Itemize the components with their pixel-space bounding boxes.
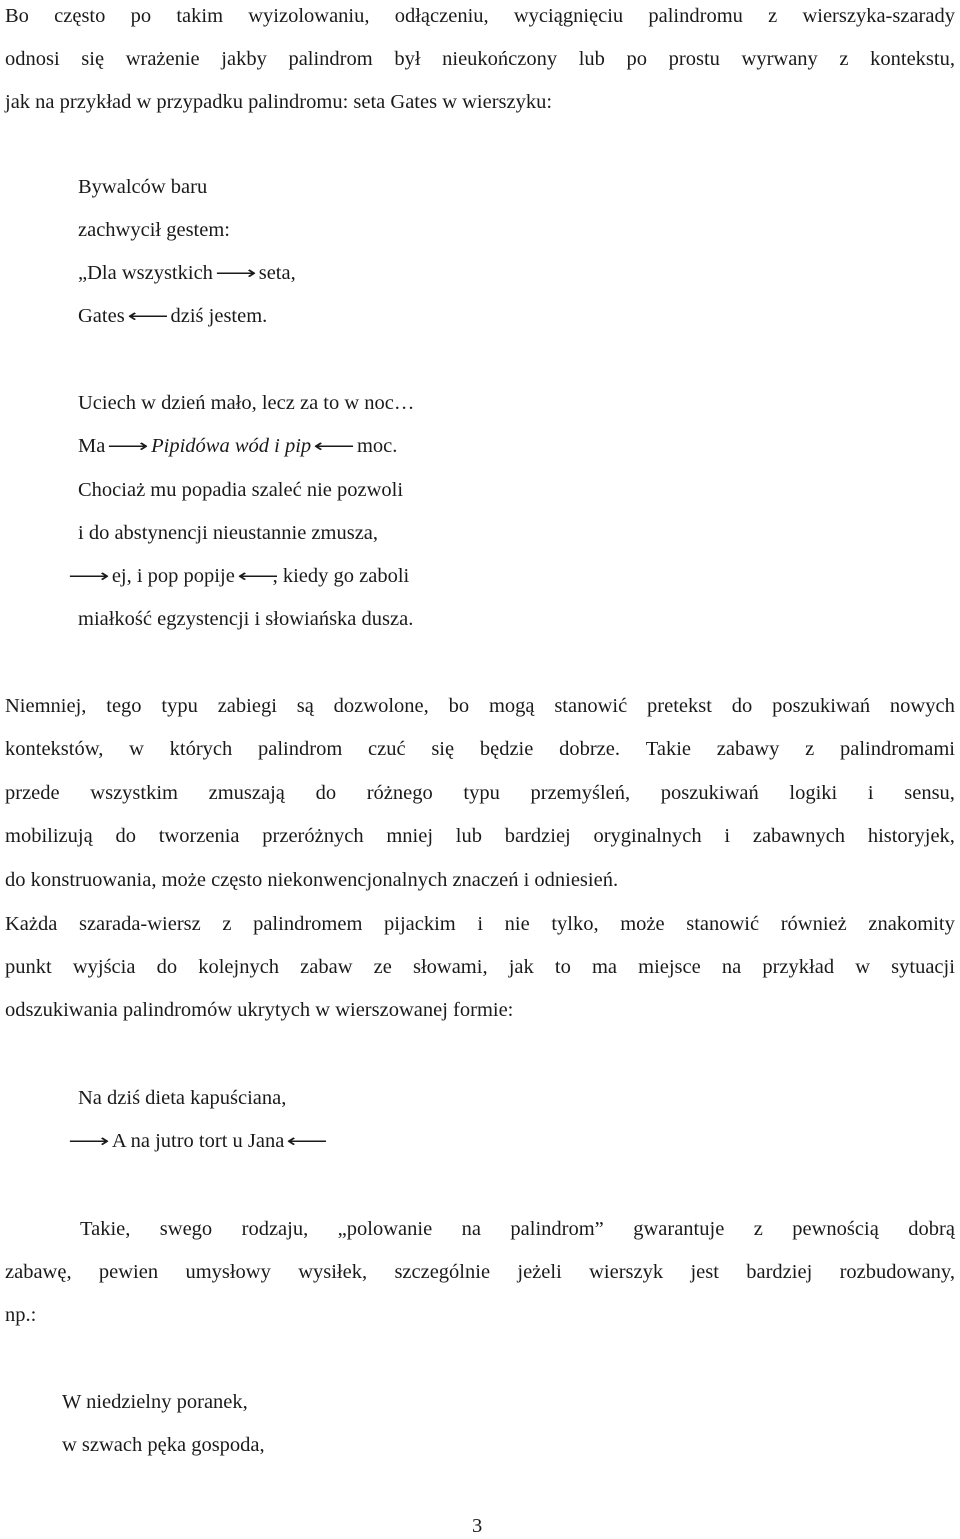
word: gwarantuje <box>633 1218 725 1240</box>
word: po <box>130 5 152 27</box>
word: bardziej <box>504 825 571 847</box>
word: przykład <box>762 956 835 978</box>
word: zabawy <box>716 738 780 760</box>
body-line: odszukiwania palindromów ukrytych w wierszowanej formie: <box>5 999 514 1021</box>
word: palindrom” <box>510 1218 604 1240</box>
word: z <box>805 738 815 760</box>
body-line: np.: <box>5 1304 37 1326</box>
word: zabiegi <box>217 695 277 717</box>
word: to <box>554 956 571 978</box>
word: punkt <box>5 956 52 978</box>
poem-line: Na dziś dieta kapuściana, <box>78 1087 287 1109</box>
word: jeżeli <box>517 1261 562 1283</box>
word: historyjek, <box>867 825 955 847</box>
word: wierszyka-szarady <box>802 5 955 27</box>
poem-line: zachwycił gestem: <box>78 219 230 241</box>
word: odłączeniu, <box>394 5 489 27</box>
word: mobilizują <box>5 825 93 847</box>
word: i <box>867 782 874 804</box>
word: wszystkim <box>90 782 178 804</box>
word: palindromu <box>648 5 743 27</box>
right-arrow-icon: ⟶ <box>107 436 149 457</box>
word: których <box>169 738 233 760</box>
poem-line: Chociaż mu popadia szaleć nie pozwoli <box>78 479 404 501</box>
word: oryginalnych <box>593 825 702 847</box>
page-number: 3 <box>472 1515 483 1537</box>
word: palindrom <box>288 48 373 70</box>
body-line <box>5 693 955 719</box>
word: dozwolone, <box>333 695 429 717</box>
word: różnego <box>366 782 433 804</box>
word: przede <box>5 782 60 804</box>
word: nieukończony <box>442 48 558 70</box>
word: bardziej <box>746 1261 813 1283</box>
word: z <box>768 5 778 27</box>
word: mogą <box>488 695 535 717</box>
word: stanowić <box>554 695 628 717</box>
word: takim <box>176 5 224 27</box>
poem-text: Ma <box>78 435 106 457</box>
word: do <box>731 695 753 717</box>
poem-line: miałkość egzystencji i słowiańska dusza. <box>78 608 414 630</box>
word: bo <box>448 695 470 717</box>
body-line <box>5 1259 955 1285</box>
word: przemyśleń, <box>530 782 631 804</box>
body-line <box>5 823 955 849</box>
poem-text: Gates <box>78 305 125 327</box>
word: stanowić <box>686 913 760 935</box>
left-arrow-icon: ⟵ <box>313 436 355 457</box>
poem-line <box>78 433 397 460</box>
word: „polowanie <box>337 1218 433 1240</box>
word: palindrom <box>258 738 343 760</box>
word: kontekstów, <box>5 738 104 760</box>
left-arrow-icon: ⟵ <box>286 1131 328 1152</box>
word: nie <box>504 913 530 935</box>
poem-line <box>78 260 296 287</box>
word: wyciągnięciu <box>513 5 624 27</box>
word: z <box>753 1218 763 1240</box>
word: po <box>626 48 648 70</box>
word: wyjścia <box>72 956 136 978</box>
word: z <box>839 48 849 70</box>
poem-line <box>70 563 409 590</box>
word: są <box>296 695 314 717</box>
word: zabawę, <box>5 1261 72 1283</box>
word: sytuacji <box>891 956 955 978</box>
word: lub <box>578 48 605 70</box>
word: wyizolowaniu, <box>248 5 370 27</box>
body-line <box>5 911 955 937</box>
word: tworzenia <box>158 825 240 847</box>
word: jak <box>508 956 534 978</box>
word: w <box>129 738 144 760</box>
word: Niemniej, <box>5 695 87 717</box>
poem-text: A na jutro tort u Jana <box>111 1130 285 1152</box>
word: również <box>780 913 847 935</box>
poem-line: Uciech w dzień mało, lecz za to w noc… <box>78 392 415 414</box>
word: czuć <box>368 738 406 760</box>
word: zabawnych <box>752 825 846 847</box>
intro-line-1 <box>5 3 955 29</box>
word: szczególnie <box>394 1261 491 1283</box>
poem-text: ej, i pop popije <box>111 565 235 587</box>
word: zabaw <box>300 956 353 978</box>
word: szarada-wiersz <box>78 913 201 935</box>
word: na <box>721 956 742 978</box>
word: logiki <box>789 782 838 804</box>
word: może <box>620 913 665 935</box>
word: przeróżnych <box>262 825 364 847</box>
word: wrażenie <box>125 48 200 70</box>
word: do <box>315 782 337 804</box>
body-line <box>5 954 955 980</box>
word: typu <box>161 695 198 717</box>
word: Bo <box>5 5 29 27</box>
word: wierszyk <box>589 1261 664 1283</box>
word: poszukiwań <box>660 782 759 804</box>
poem-line: i do abstynencji nieustannie zmusza, <box>78 522 379 544</box>
word: ze <box>373 956 392 978</box>
word: na <box>461 1218 481 1240</box>
word: miejsce <box>638 956 701 978</box>
word: swego <box>159 1218 213 1240</box>
word: znakomity <box>868 913 955 935</box>
word: palindromem <box>253 913 363 935</box>
body-line: do konstruowania, może często niekonwencjonalnych znaczeń i odniesień. <box>5 869 619 891</box>
word: był <box>394 48 421 70</box>
word: i <box>477 913 484 935</box>
poem-line <box>70 1128 330 1155</box>
word: mniej <box>386 825 434 847</box>
word: pewien <box>98 1261 159 1283</box>
word: tego <box>106 695 142 717</box>
word: nowych <box>889 695 955 717</box>
word: i <box>724 825 731 847</box>
word: wysiłek, <box>298 1261 368 1283</box>
word: będzie <box>479 738 534 760</box>
word: kontekstu, <box>870 48 955 70</box>
body-line <box>80 1216 955 1242</box>
word: dobrą <box>908 1218 955 1240</box>
intro-line-3: jak na przykład w przypadku palindromu: seta Gates w wierszyku: <box>5 91 553 113</box>
word: pewnością <box>792 1218 879 1240</box>
intro-line-2 <box>5 46 955 72</box>
word: sensu, <box>904 782 955 804</box>
body-line <box>5 780 955 806</box>
poem-italic-text: Pipidówa wód i pip <box>151 435 312 457</box>
word: z <box>222 913 232 935</box>
right-arrow-icon: ⟶ <box>68 1131 110 1152</box>
word: się <box>81 48 105 70</box>
word: do <box>156 956 178 978</box>
word: palindromami <box>839 738 955 760</box>
word: pretekst <box>647 695 712 717</box>
word: tylko, <box>551 913 599 935</box>
word: ma <box>591 956 617 978</box>
word: często <box>54 5 106 27</box>
word: w <box>855 956 871 978</box>
word: pijackim <box>384 913 456 935</box>
poem-text: moc. <box>356 435 398 457</box>
word: odnosi <box>5 48 60 70</box>
poem-line <box>78 303 267 330</box>
right-arrow-icon: ⟶ <box>68 566 110 587</box>
word: poszukiwań <box>772 695 871 717</box>
word: kolejnych <box>198 956 280 978</box>
right-arrow-icon: ⟶ <box>215 263 257 284</box>
left-arrow-icon: ⟵ <box>126 306 169 327</box>
word: rodzaju, <box>241 1218 309 1240</box>
word: dobrze. <box>559 738 621 760</box>
word: typu <box>463 782 500 804</box>
word: Takie, <box>80 1218 131 1240</box>
word: zmuszają <box>208 782 285 804</box>
word: Każda <box>5 913 58 935</box>
poem-line: W niedzielny poranek, <box>62 1391 248 1413</box>
word: lub <box>455 825 482 847</box>
word: do <box>115 825 136 847</box>
word: umysłowy <box>185 1261 271 1283</box>
poem-text: , kiedy go zaboli <box>272 565 410 587</box>
word: słowami, <box>412 956 488 978</box>
word: Takie <box>645 738 691 760</box>
poem-text: „Dla wszystkich <box>78 262 213 284</box>
body-line <box>5 736 955 762</box>
word: się <box>431 738 455 760</box>
word: jakby <box>221 48 267 70</box>
word: jest <box>690 1261 719 1283</box>
word: rozbudowany, <box>839 1261 955 1283</box>
word: wyrwany <box>741 48 818 70</box>
word: prostu <box>668 48 720 70</box>
poem-text: seta, <box>258 262 296 284</box>
poem-line: Bywalców baru <box>78 176 208 198</box>
poem-line: w szwach pęka gospoda, <box>62 1434 265 1456</box>
poem-text: dziś jestem. <box>170 305 268 327</box>
left-arrow-icon: ⟵ <box>237 566 279 587</box>
